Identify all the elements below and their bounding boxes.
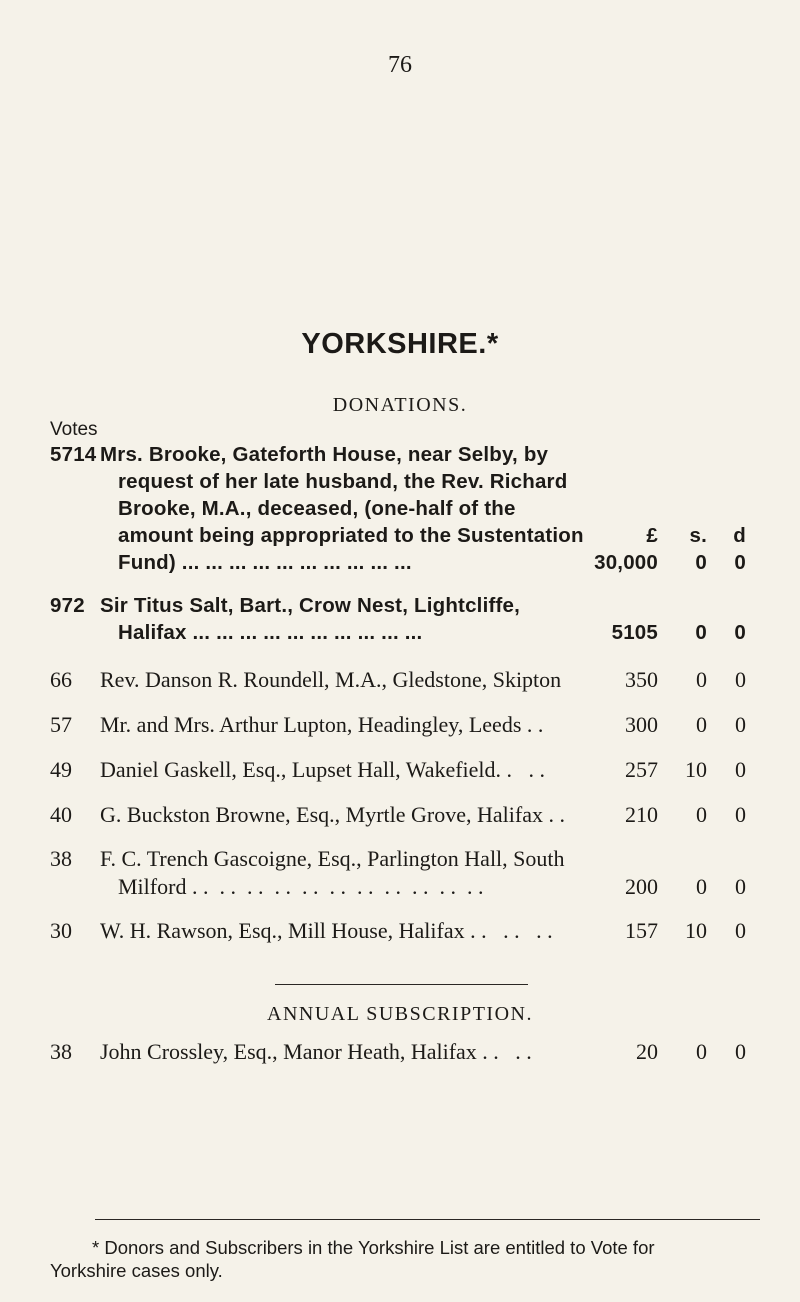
entry-votes: 57 [50,712,72,737]
entry-line: W. H. Rawson, Esq., Mill House, Halifax . . . . . . [100,918,553,943]
entry-line: Sir Titus Salt, Bart., Crow Nest, Lightcliffe, [100,594,521,617]
entry-line: Milford . . . . . . . . . . . . . . . . . . . . . . [118,874,484,899]
entry-votes: 49 [50,757,72,782]
amount-pence: 0 [735,918,746,943]
entry-votes: 66 [50,667,72,692]
entry-line: Brooke, M.A., deceased, (one-half of the [118,497,516,520]
entry-votes: 38 [50,1039,72,1064]
amount-pounds: 20 [636,1039,658,1064]
amount-pence: 0 [735,874,746,899]
section-divider [275,984,528,985]
entry-line: amount being appropriated to the Sustentation [118,524,584,547]
amount-shillings: 10 [685,757,707,782]
page-title: YORKSHIRE.* [301,328,499,360]
amount-pounds: 30,000 [594,551,658,574]
amount-shillings: 0 [696,874,707,899]
amount-pence: 0 [734,551,746,574]
entry-line: John Crossley, Esq., Manor Heath, Halifax . . . . [100,1039,532,1064]
amount-pence: 0 [735,802,746,827]
entry-line: Mrs. Brooke, Gateforth House, near Selby, by [100,443,549,466]
amount-pounds: 210 [625,802,658,827]
entry-votes: 30 [50,918,72,943]
amount-pounds: 157 [625,918,658,943]
entry-line: Halifax ... ... ... ... ... ... ... ... ... ... [118,621,423,644]
entry-votes: 38 [50,846,72,871]
footnote-rule [95,1219,760,1220]
amount-shillings: 0 [696,802,707,827]
entry-line: Rev. Danson R. Roundell, M.A., Gledstone, Skipton [100,667,562,692]
currency-header-pence: d [733,524,746,547]
donations-heading: DONATIONS. [332,394,468,416]
annual-subscription-heading: ANNUAL SUBSCRIPTION. [267,1003,533,1025]
amount-pence: 0 [735,712,746,737]
amount-pence: 0 [735,667,746,692]
footnote-line: * Donors and Subscribers in the Yorkshire List are entitled to Vote for [92,1237,655,1258]
entry-votes: 5714 [50,443,97,466]
entry-line: F. C. Trench Gascoigne, Esq., Parlington Hall, South [100,846,565,871]
amount-pence: 0 [735,757,746,782]
amount-shillings: 10 [685,918,707,943]
currency-header-pounds: £ [646,524,658,547]
amount-shillings: 0 [696,712,707,737]
entry-votes: 40 [50,802,72,827]
entry-line: Daniel Gaskell, Esq., Lupset Hall, Wakefield. . . . [100,757,546,782]
entry-line: Fund) ... ... ... ... ... ... ... ... ... ... [118,551,412,574]
entry-line: Mr. and Mrs. Arthur Lupton, Headingley, Leeds . . [100,712,544,737]
entry-line: G. Buckston Browne, Esq., Myrtle Grove, Halifax . . [100,802,565,827]
amount-shillings: 0 [696,667,707,692]
amount-pence: 0 [734,621,746,644]
amount-pounds: 300 [625,712,658,737]
amount-pounds: 350 [625,667,658,692]
amount-pounds: 200 [625,874,658,899]
entry-line: request of her late husband, the Rev. Richard [118,470,568,493]
entry-votes: 972 [50,594,85,617]
amount-pounds: 257 [625,757,658,782]
amount-shillings: 0 [695,621,707,644]
page-number: 76 [388,52,412,78]
currency-header-shillings: s. [689,524,707,547]
votes-column-label: Votes [50,419,98,440]
amount-shillings: 0 [696,1039,707,1064]
amount-shillings: 0 [695,551,707,574]
footnote-line: Yorkshire cases only. [50,1260,223,1281]
amount-pence: 0 [735,1039,746,1064]
amount-pounds: 5105 [611,621,658,644]
